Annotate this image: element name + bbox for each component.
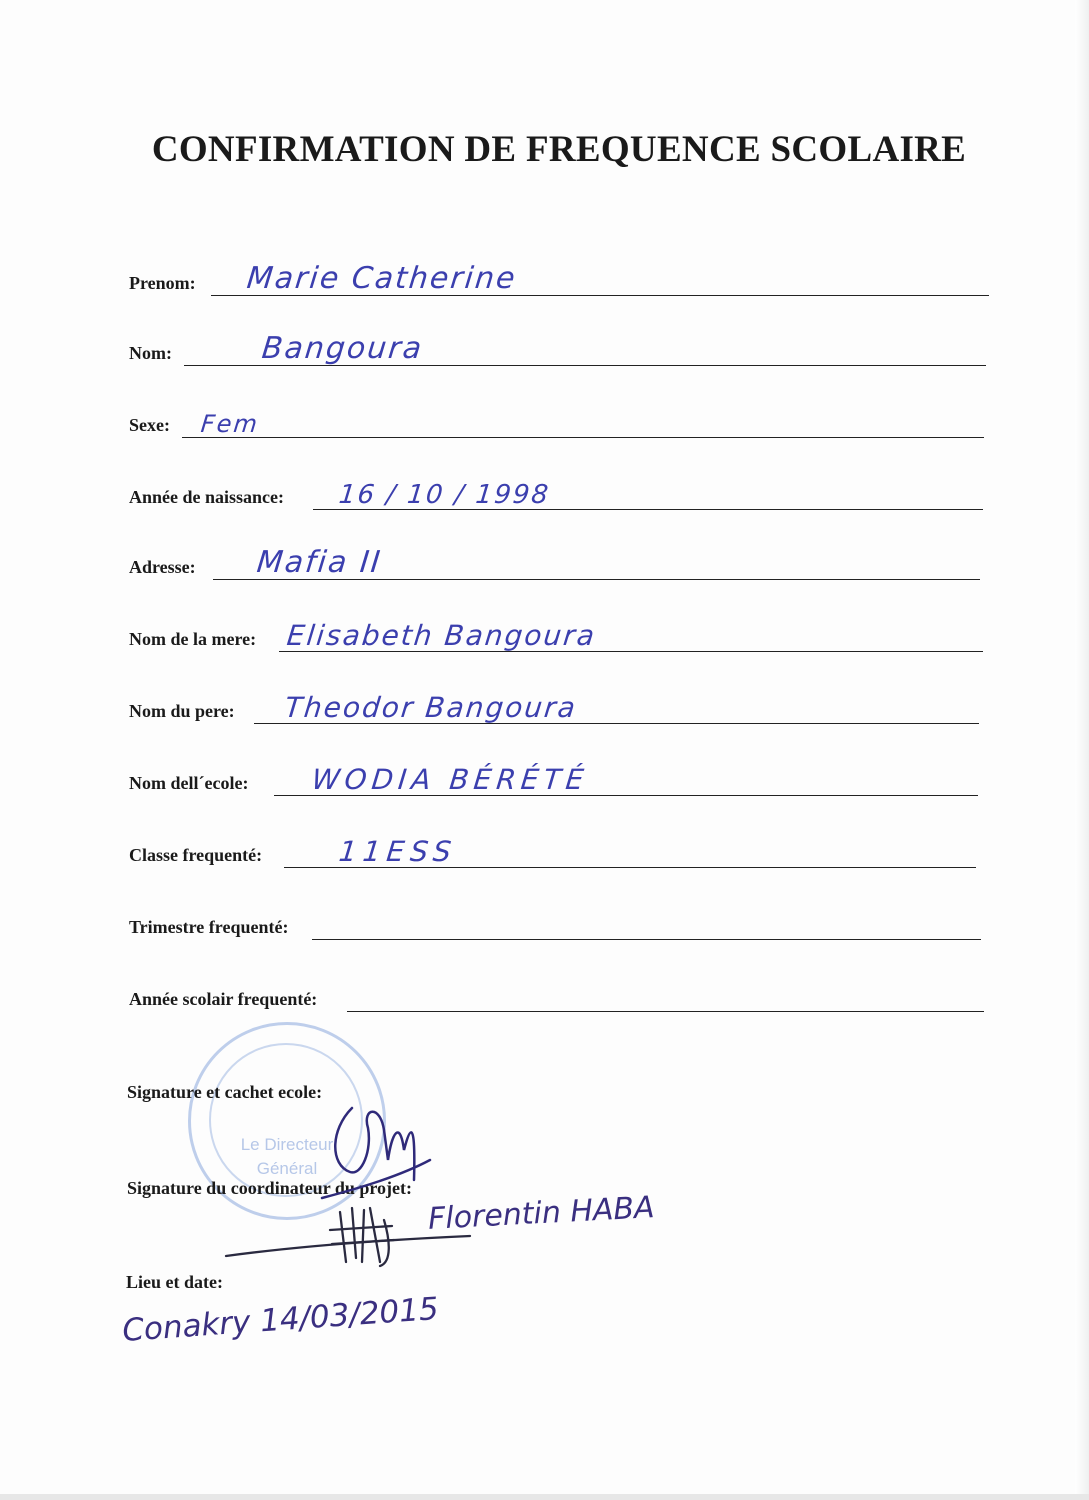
- school-signature-label: Signature et cachet ecole:: [127, 1082, 323, 1102]
- field-label: Année scolair frequenté:: [129, 989, 318, 1009]
- field-label: Sexe:: [129, 415, 170, 435]
- field-line: [347, 1011, 984, 1012]
- field-line: [182, 437, 984, 438]
- field-value: Mafia II: [255, 545, 384, 580]
- field-value: Bangoura: [260, 331, 425, 366]
- field-value: Theodor Bangoura: [283, 691, 579, 724]
- field-label: Nom du pere:: [129, 701, 235, 721]
- field-label: Nom de la mere:: [129, 629, 257, 649]
- field-nom: [129, 328, 986, 368]
- field-label: Nom dell´ecole:: [129, 773, 249, 793]
- field-annee-naissance: [129, 472, 983, 512]
- field-value: Marie Catherine: [245, 261, 519, 296]
- place-date-value: Conakry 14/03/2015: [121, 1290, 440, 1350]
- place-date-label: Lieu et date:: [126, 1272, 223, 1292]
- page-edge-bottom: [0, 1494, 1089, 1500]
- field-label: Trimestre frequenté:: [129, 917, 289, 937]
- field-sexe: [129, 400, 984, 440]
- field-label: Classe frequenté:: [129, 845, 263, 865]
- field-line: [312, 939, 981, 940]
- field-value: 16 / 10 / 1998: [337, 480, 552, 510]
- field-value: 11ESS: [337, 835, 459, 868]
- stamp-text-line1: Le Directeur: [240, 1135, 334, 1154]
- field-nom-ecole: [129, 758, 978, 798]
- page-edge: [1075, 0, 1089, 1500]
- field-label: Année de naissance:: [129, 487, 285, 507]
- field-annee-scolaire: [129, 974, 984, 1014]
- field-value: WODIA BÉRÉTÉ: [310, 763, 591, 796]
- stamp-text-line2: Général: [256, 1159, 318, 1178]
- coordinator-name: Florentin HABA: [427, 1190, 656, 1237]
- field-nom-pere: [129, 686, 979, 726]
- field-nom-mere: [129, 614, 983, 654]
- document-title: CONFIRMATION DE FREQUENCE SCOLAIRE: [151, 129, 967, 170]
- field-label: Prenom:: [129, 273, 196, 293]
- field-trimestre: [129, 902, 981, 942]
- field-classe: [129, 830, 976, 870]
- field-prenom: [129, 258, 989, 298]
- field-label: Adresse:: [129, 557, 196, 577]
- coordinator-signature-label: Signature du coordinateur du projet:: [127, 1178, 413, 1198]
- field-label: Nom:: [129, 343, 172, 363]
- field-value: Elisabeth Bangoura: [285, 619, 598, 652]
- field-value: Fem: [199, 410, 261, 438]
- field-adresse: [129, 542, 980, 582]
